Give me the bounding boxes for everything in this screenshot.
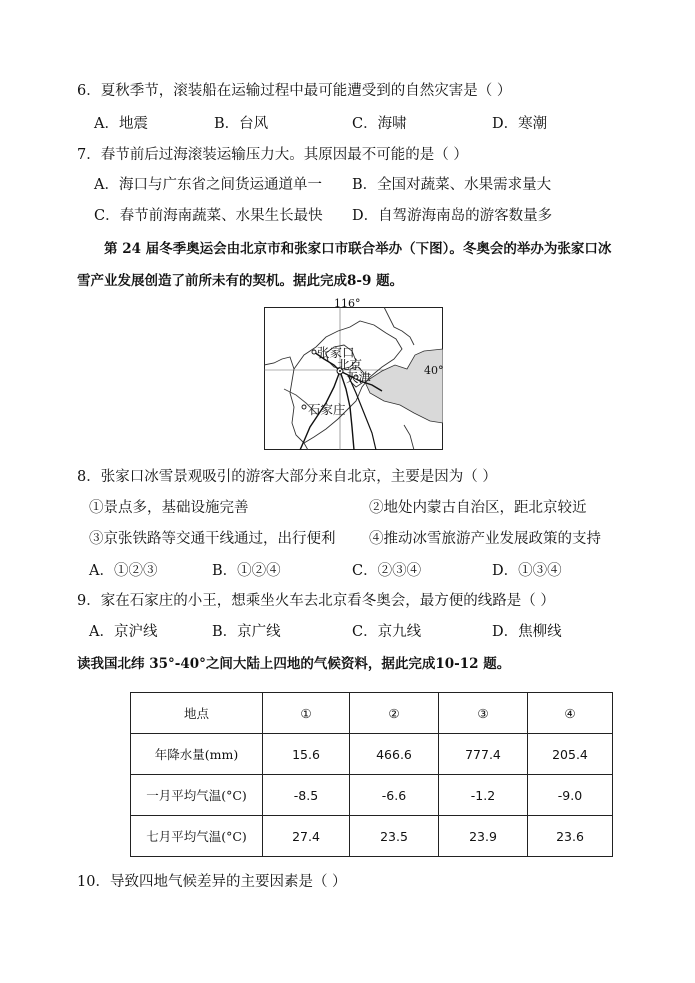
map-city-shijiazhuang: 石家庄 xyxy=(308,402,346,417)
q9-option-b: B．京广线 xyxy=(212,624,281,640)
q7-stem: 7．春节前后过海滚装运输压力大。其原因最不可能的是（ ） xyxy=(77,147,468,163)
table-row-label: 七月平均气温(°C) xyxy=(131,816,263,857)
table-cell: 23.6 xyxy=(528,816,613,857)
map-lat-label: 40° xyxy=(424,364,444,377)
q8-item-1: ①景点多，基础设施完善 xyxy=(89,500,249,516)
table-header-cell: ② xyxy=(350,693,439,734)
q8-option-a: A．①②③ xyxy=(89,563,158,579)
q7-option-b: B．全国对蔬菜、水果需求量大 xyxy=(352,177,552,193)
q8-stem: 8．张家口冰雪景观吸引的游客大部分来自北京，主要是因为（ ） xyxy=(77,469,497,485)
climate-data-table xyxy=(130,692,613,857)
table-header-cell: ① xyxy=(263,693,350,734)
table-cell: -6.6 xyxy=(350,775,439,816)
q9-option-d: D．焦柳线 xyxy=(492,624,562,640)
table-row xyxy=(131,775,613,816)
table-cell: -9.0 xyxy=(528,775,613,816)
table-row-label: 一月平均气温(°C) xyxy=(131,775,263,816)
intro-8-9-line1: 第 24 届冬季奥运会由北京市和张家口市联合举办（下图）。冬奥会的举办为张家口冰 xyxy=(104,241,612,257)
q6-option-b: B．台风 xyxy=(214,116,269,132)
table-row xyxy=(131,734,613,775)
intro-10-12: 读我国北纬 35°-40°之间大陆上四地的气候资料，据此完成10-12 题。 xyxy=(77,656,511,672)
table-header-cell: 地点 xyxy=(131,693,263,734)
q8-item-3: ③京张铁路等交通干线通过，出行便利 xyxy=(89,531,336,547)
map-city-beijing: 北京 xyxy=(337,357,363,372)
table-row-label: 年降水量(mm) xyxy=(131,734,263,775)
q9-stem: 9．家在石家庄的小王，想乘坐火车去北京看冬奥会，最方便的线路是（ ） xyxy=(77,593,555,609)
q7-option-c: C．春节前海南蔬菜、水果生长最快 xyxy=(94,208,323,224)
table-cell: 777.4 xyxy=(439,734,528,775)
intro-8-9-line2: 雪产业发展创造了前所未有的契机。据此完成8-9 题。 xyxy=(77,273,404,289)
q10-stem: 10．导致四地气候差异的主要因素是（ ） xyxy=(77,874,347,890)
q8-item-4: ④推动冰雪旅游产业发展政策的支持 xyxy=(369,531,601,547)
map-lon-label: 116° xyxy=(334,297,361,310)
q9-option-c: C．京九线 xyxy=(352,624,422,640)
map-city-zhangjiakou: 张家口 xyxy=(317,345,355,360)
q7-option-a: A．海口与广东省之间货运通道单一 xyxy=(94,177,322,193)
shijiazhuang-dot xyxy=(302,405,306,409)
table-cell: 23.9 xyxy=(439,816,528,857)
table-header-row xyxy=(131,693,613,734)
table-row xyxy=(131,816,613,857)
table-cell: -1.2 xyxy=(439,775,528,816)
zhangjiakou-dot xyxy=(312,350,316,354)
map-city-tianjin: 天津 xyxy=(346,370,372,385)
q9-option-a: A．京沪线 xyxy=(89,624,158,640)
table-header-cell: ③ xyxy=(439,693,528,734)
table-header-cell: ④ xyxy=(528,693,613,734)
q8-item-2: ②地处内蒙古自治区，距北京较近 xyxy=(369,500,587,516)
q6-option-a: A．地震 xyxy=(94,116,148,132)
q7-option-d: D．自驾游海南岛的游客数量多 xyxy=(352,208,553,224)
q6-option-d: D．寒潮 xyxy=(492,116,548,132)
table-cell: 205.4 xyxy=(528,734,613,775)
table-cell: 466.6 xyxy=(350,734,439,775)
table-cell: 15.6 xyxy=(263,734,350,775)
table-cell: 27.4 xyxy=(263,816,350,857)
table-cell: 23.5 xyxy=(350,816,439,857)
q6-option-c: C．海啸 xyxy=(352,116,407,132)
table-cell: -8.5 xyxy=(263,775,350,816)
q6-stem: 6．夏秋季节，滚装船在运输过程中最可能遭受到的自然灾害是（ ） xyxy=(77,83,512,99)
q8-option-b: B．①②④ xyxy=(212,563,281,579)
q8-option-c: C．②③④ xyxy=(352,563,422,579)
q8-option-d: D．①③④ xyxy=(492,563,562,579)
